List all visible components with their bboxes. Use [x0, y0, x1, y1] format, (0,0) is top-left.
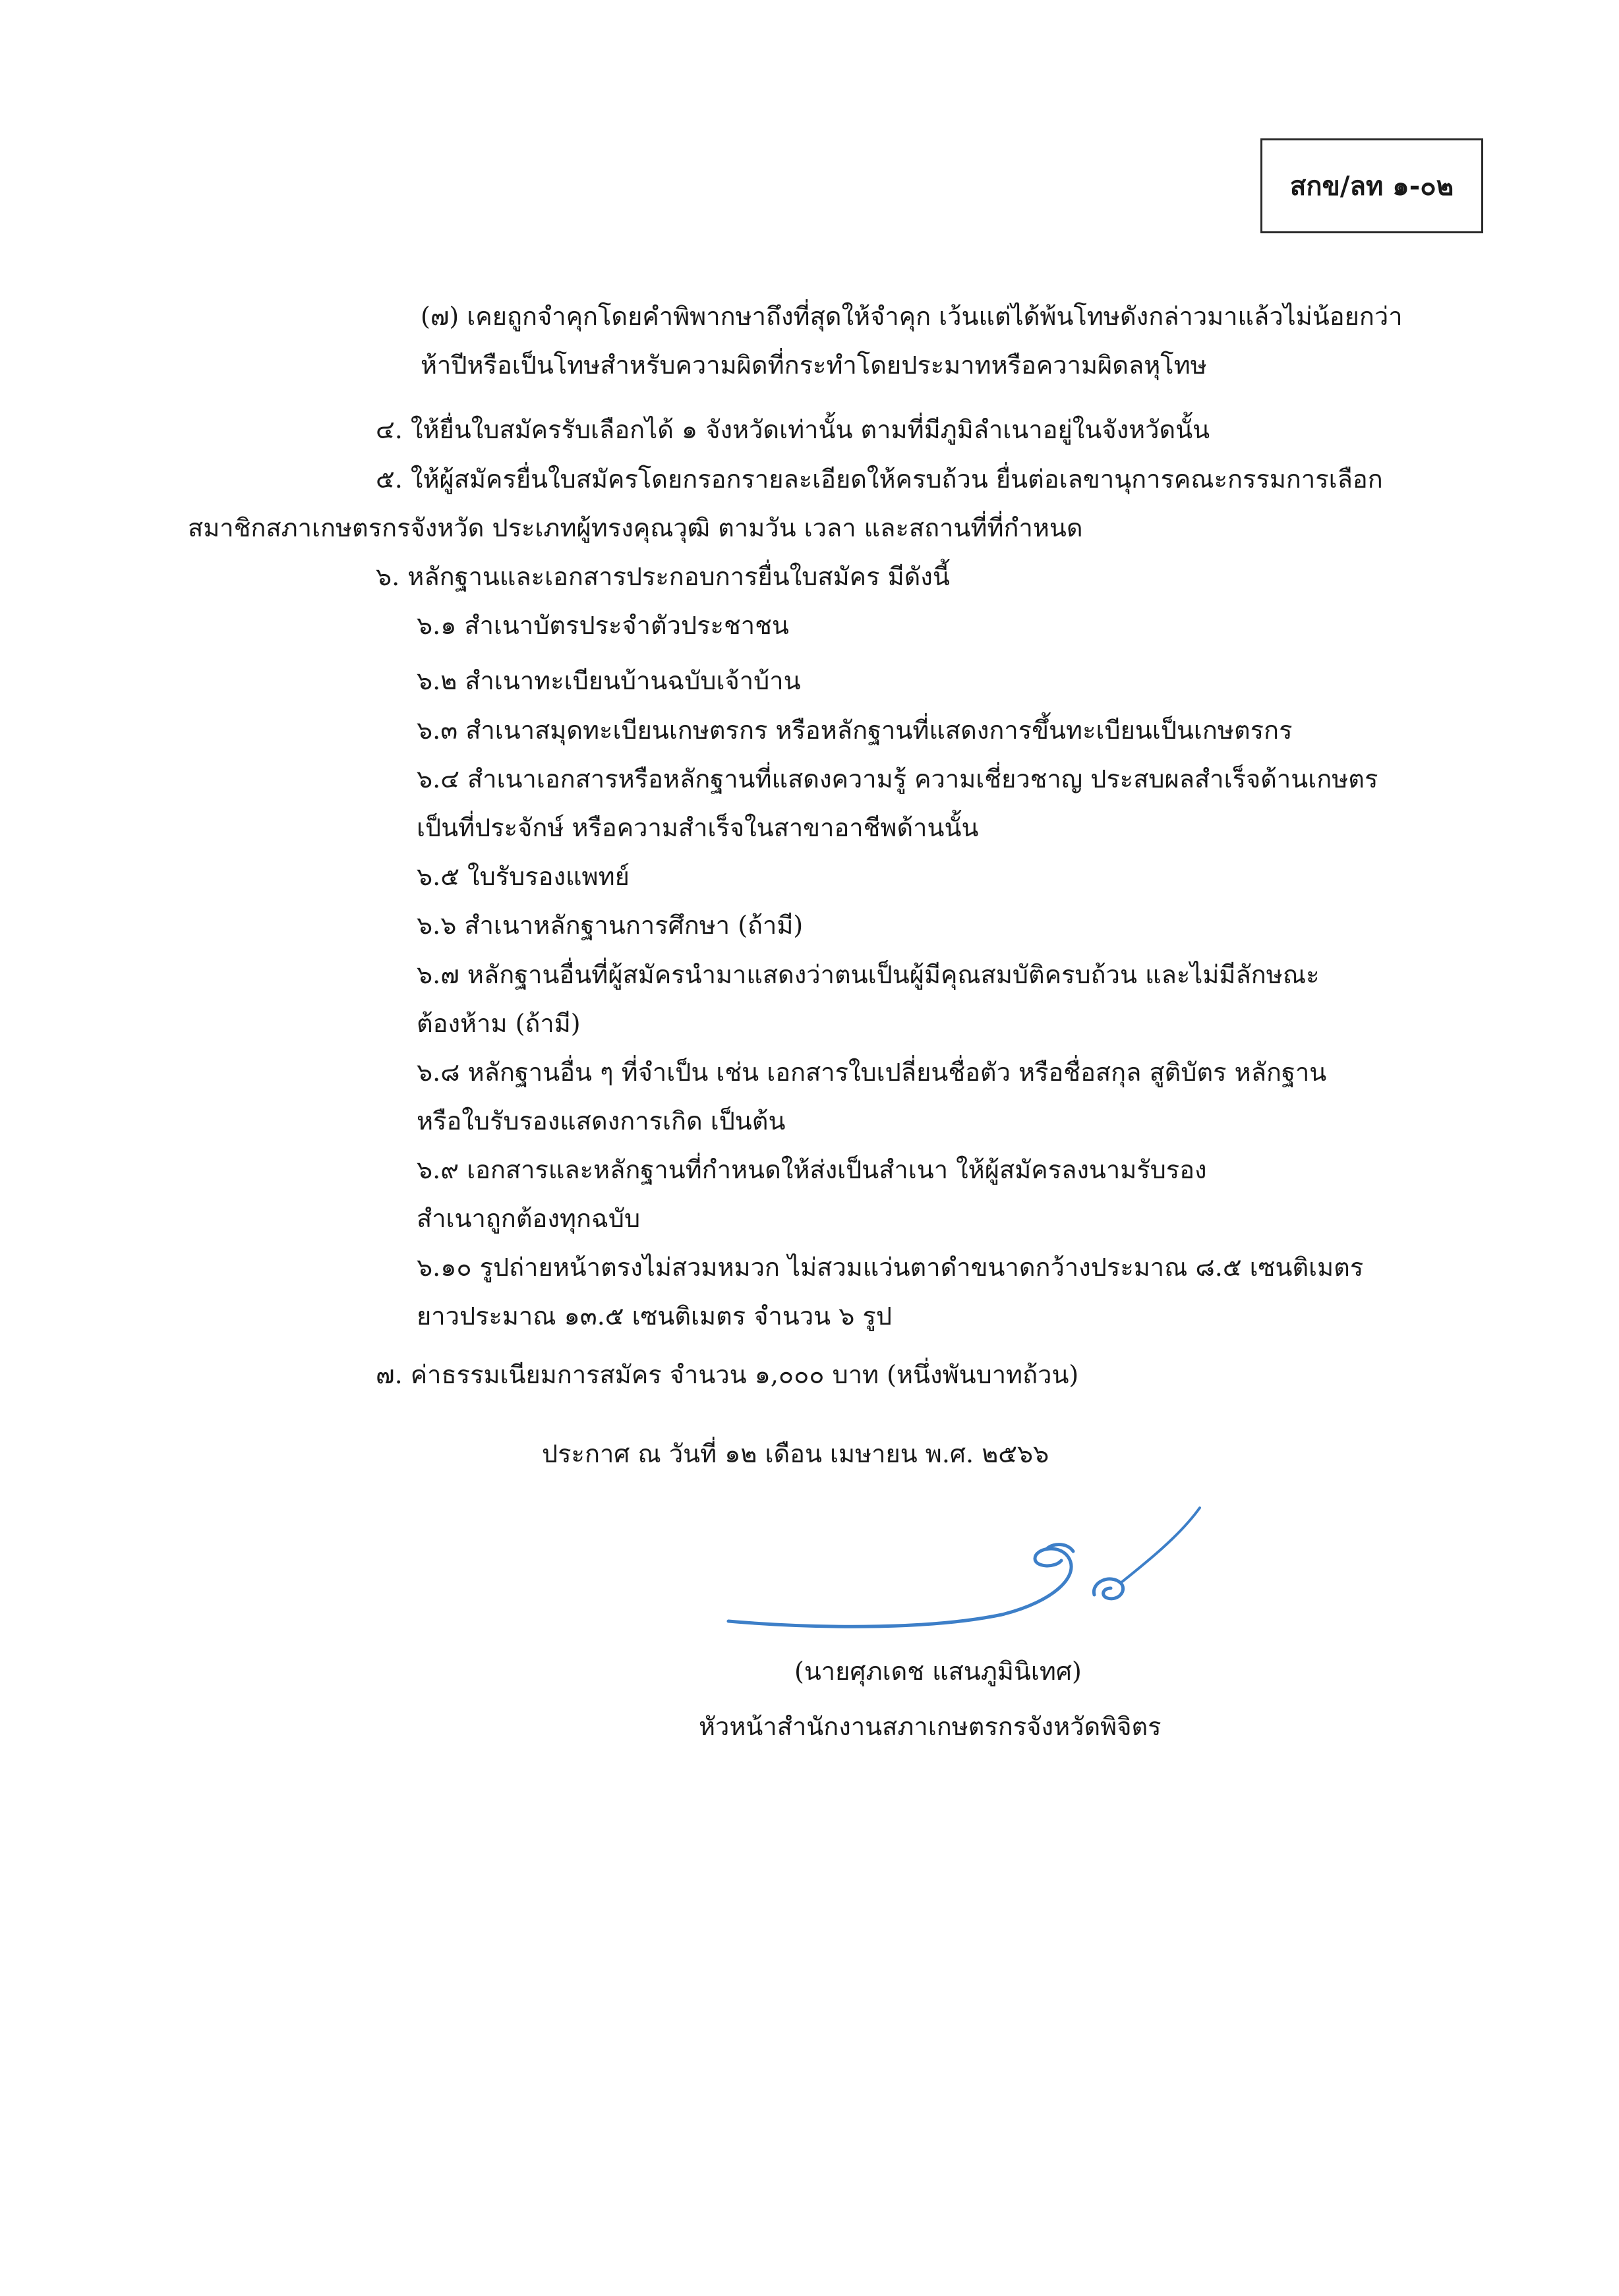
- signatory-name: (นายศุภเดช แสนภูมินิเทศ): [794, 1657, 1082, 1686]
- signature-image: [725, 1496, 1213, 1648]
- signature-stroke-loop: [1094, 1579, 1123, 1599]
- item6-sub4-line2: เป็นที่ประจักษ์ หรือความสำเร็จในสาขาอาชีพด้านนั้น: [417, 813, 979, 842]
- item4-line1: ๔. ให้ยื่นใบสมัครรับเลือกได้ ๑ จังหวัดเท่านั้น ตามที่มีภูมิลำเนาอยู่ในจังหวัดนั้น: [376, 415, 1210, 444]
- item6-sub1: ๖.๑ สำเนาบัตรประจำตัวประชาชน: [417, 611, 789, 640]
- item6-sub10-line1: ๖.๑๐ รูปถ่ายหน้าตรงไม่สวมหมวก ไม่สวมแว่นตาดำขนาดกว้างประมาณ ๘.๕ เซนติเมตร: [417, 1253, 1364, 1282]
- item5-line2: สมาชิกสภาเกษตรกรจังหวัด ประเภทผู้ทรงคุณวุฒิ ตามวัน เวลา และสถานที่ที่กำหนด: [188, 513, 1083, 542]
- item3-sub7-line1: (๗) เคยถูกจำคุกโดยคำพิพากษาถึงที่สุดให้จำคุก เว้นแต่ได้พ้นโทษดังกล่าวมาแล้วไม่น้อยกว่า: [421, 302, 1403, 331]
- item6-sub3: ๖.๓ สำเนาสมุดทะเบียนเกษตรกร หรือหลักฐานที่แสดงการขึ้นทะเบียนเป็นเกษตรกร: [417, 716, 1293, 745]
- item6-sub4-line1: ๖.๔ สำเนาเอกสารหรือหลักฐานที่แสดงความรู้ ความเชี่ยวชาญ ประสบผลสำเร็จด้านเกษตร: [417, 764, 1378, 793]
- item5-line1: ๕. ให้ผู้สมัครยื่นใบสมัครโดยกรอกรายละเอียดให้ครบถ้วน ยื่นต่อเลขานุการคณะกรรมการเลือก: [376, 465, 1383, 494]
- item6-sub9-line2: สำเนาถูกต้องทุกฉบับ: [417, 1204, 641, 1233]
- item6-sub10-line2: ยาวประมาณ ๑๓.๕ เซนติเมตร จำนวน ๖ รูป: [417, 1302, 892, 1331]
- item6-sub2: ๖.๒ สำเนาทะเบียนบ้านฉบับเจ้าบ้าน: [417, 666, 801, 695]
- signatory-position: หัวหน้าสำนักงานสภาเกษตรกรจังหวัดพิจิตร: [699, 1712, 1162, 1741]
- item6-sub9-line1: ๖.๙ เอกสารและหลักฐานที่กำหนดให้ส่งเป็นสำเนา ให้ผู้สมัครลงนามรับรอง: [417, 1155, 1207, 1184]
- item6-sub8-line2: หรือใบรับรองแสดงการเกิด เป็นต้น: [417, 1106, 786, 1135]
- item6-sub6: ๖.๖ สำเนาหลักฐานการศึกษา (ถ้ามี): [417, 911, 804, 940]
- item6-heading: ๖. หลักฐานและเอกสารประกอบการยื่นใบสมัคร มีดังนี้: [376, 562, 950, 591]
- signature-stroke-tail: [1121, 1508, 1200, 1583]
- item6-sub5: ๖.๕ ใบรับรองแพทย์: [417, 862, 630, 891]
- signature-stroke-main: [728, 1549, 1071, 1626]
- form-code-box: [1260, 138, 1483, 233]
- item3-sub7-line2: ห้าปีหรือเป็นโทษสำหรับความผิดที่กระทำโดยประมาทหรือความผิดลหุโทษ: [421, 351, 1207, 380]
- item6-sub7-line2: ต้องห้าม (ถ้ามี): [417, 1009, 581, 1038]
- form-code-label: สกข/ลท ๑-๐๒: [1289, 171, 1454, 202]
- item7-line1: ๗. ค่าธรรมเนียมการสมัคร จำนวน ๑,๐๐๐ บาท (หนึ่งพันบาทถ้วน): [376, 1360, 1079, 1389]
- item6-sub7-line1: ๖.๗ หลักฐานอื่นที่ผู้สมัครนำมาแสดงว่าตนเป็นผู้มีคุณสมบัติครบถ้วน และไม่มีลักษณะ: [417, 960, 1320, 989]
- announcement-date: ประกาศ ณ วันที่ ๑๒ เดือน เมษายน พ.ศ. ๒๕๖๖: [542, 1439, 1049, 1468]
- item6-sub8-line1: ๖.๘ หลักฐานอื่น ๆ ที่จำเป็น เช่น เอกสารใบเปลี่ยนชื่อตัว หรือชื่อสกุล สูติบัตร หลักฐาน: [417, 1058, 1327, 1087]
